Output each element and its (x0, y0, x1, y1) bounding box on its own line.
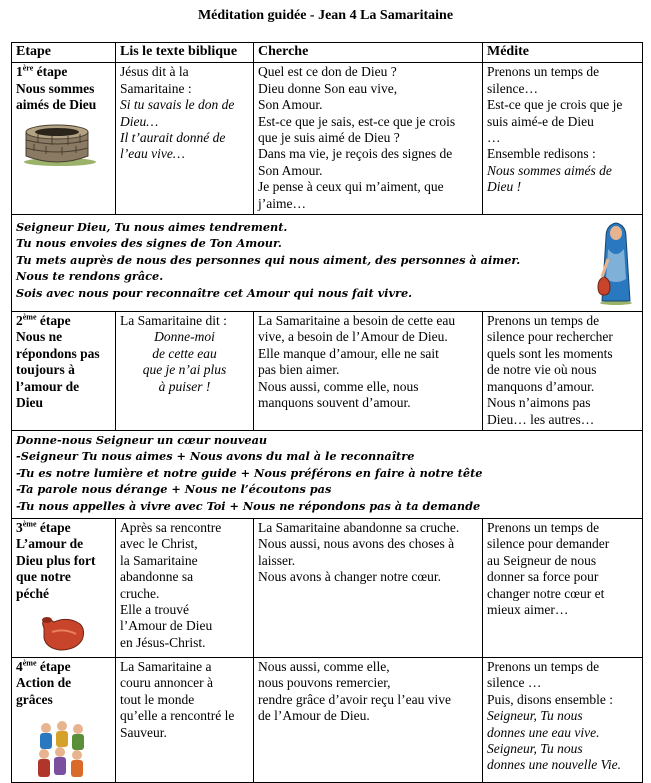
samaritan-woman-icon (594, 219, 638, 305)
header-medite: Médite (483, 43, 643, 63)
prayer-line: Tu nous envoies des signes de Ton Amour. (16, 236, 282, 251)
prayer-row-1 (12, 215, 643, 312)
prayer-line: Seigneur Dieu, Tu nous aimes tendrement. (16, 220, 288, 235)
meditation-table (11, 42, 643, 783)
prayer-line: Tu mets auprès de nous des personnes qui nous aiment, des personnes à aimer. (16, 252, 521, 267)
step-cell-1: 1ère étape Nous sommes aimés de Dieu (12, 63, 116, 215)
step-cell-4: 4ème étape Action de grâces (12, 657, 116, 782)
read-cell-1: Jésus dit à la Samaritaine : Si tu savais le don de Dieu… Il t’aurait donné de l’eau vive… (116, 63, 254, 215)
crowd-icon (34, 720, 90, 780)
header-row (12, 43, 643, 63)
meditate-cell-1: Prenons un temps de silence… Est-ce que je crois que je suis aimé-e de Dieu … Ensemble redisons : Nous sommes aimés de Dieu ! (483, 63, 643, 215)
page-title: Méditation guidée - Jean 4 La Samaritaine (197, 8, 454, 23)
step-cell-3: 3ème étape L’amour de Dieu plus fort que notre péché (12, 518, 116, 657)
prayer-line: -Seigneur Tu nous aimes + Nous avons du mal à le reconnaître (16, 449, 415, 464)
table-row (12, 657, 643, 782)
prayer-line: -Tu nous appelles à vivre avec Toi + Nous ne répondons pas à ta demande (16, 498, 481, 513)
header-cherche: Cherche (254, 43, 483, 63)
meditate-cell-3: Prenons un temps de silence pour demander au Seigneur de nous donner sa force pour changer notre cœur et mieux aimer… (483, 518, 643, 657)
search-cell-3: La Samaritaine abandonne sa cruche. Nous aussi, nous avons des choses à laisser. Nous avons à changer notre cœur. (254, 518, 483, 657)
prayer-row-2 (12, 430, 643, 518)
prayer-line: Nous te rendons grâce. (16, 269, 164, 284)
step-cell-2: 2ème étape Nous ne répondons pas toujours à l’amour de Dieu (12, 312, 116, 431)
prayer-1 (12, 215, 643, 312)
table-row (12, 312, 643, 431)
header-lis: Lis le texte biblique (116, 43, 254, 63)
well-icon (16, 118, 98, 166)
search-cell-2: La Samaritaine a besoin de cette eau vive, a besoin de l’Amour de Dieu. Elle manque d’amour, elle ne sait pas bien aimer. Nous aussi, comme elle, nous manquons souvent d’amour. (254, 312, 483, 431)
meditate-cell-2: Prenons un temps de silence pour rechercher quels sont les moments de notre vie où nous manquons d’amour. Nous n’aimons pas Dieu… les autres… (483, 312, 643, 431)
read-cell-3: Après sa rencontre avec le Christ, la Samaritaine abandonne sa cruche. Elle a trouvé l’Amour de Dieu en Jésus-Christ. (116, 518, 254, 657)
prayer-2 (12, 430, 643, 518)
water-jar-icon (38, 612, 88, 654)
prayer-line: Donne-nous Seigneur un cœur nouveau (16, 432, 268, 447)
table-row (12, 63, 643, 215)
table-row (12, 518, 643, 657)
header-etape: Etape (12, 43, 116, 63)
prayer-line: -Tu es notre lumière et notre guide + Nous préférons en faire à notre tête (16, 465, 483, 480)
prayer-line: -Ta parole nous dérange + Nous ne l’écoutons pas (16, 482, 332, 497)
prayer-line: Sois avec nous pour reconnaître cet Amour qui nous fait vivre. (16, 285, 413, 300)
search-cell-1: Quel est ce don de Dieu ? Dieu donne Son eau vive, Son Amour. Est-ce que je sais, est-ce que je crois que je suis aimé de Dieu ? Dans ma vie, je reçois des signes de Son Amour. Je pense à ceux qui m’aiment, que j’aime… (254, 63, 483, 215)
meditate-cell-4: Prenons un temps de silence … Puis, disons ensemble : Seigneur, Tu nous donnes une eau vive. Seigneur, Tu nous donnes une nouvelle Vie. (483, 657, 643, 782)
read-cell-4: La Samaritaine a couru annoncer à tout le monde qu’elle a rencontré le Sauveur. (116, 657, 254, 782)
read-cell-2: La Samaritaine dit : Donne-moi de cette eau que je n’ai plus à puiser ! (116, 312, 254, 431)
search-cell-4: Nous aussi, comme elle, nous pouvons remercier, rendre grâce d’avoir reçu l’eau vive de l’Amour de Dieu. (254, 657, 483, 782)
